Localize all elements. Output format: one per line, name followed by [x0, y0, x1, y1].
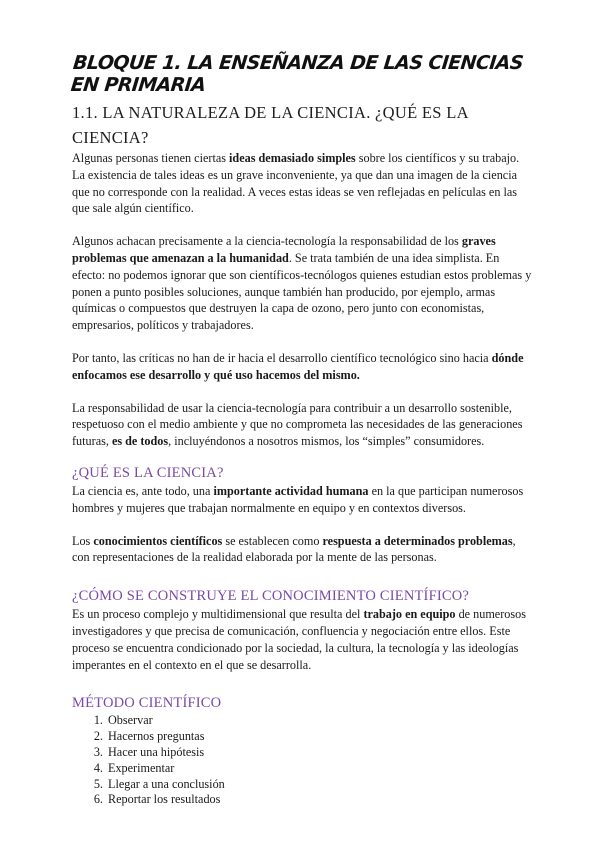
- list-item: 1. Observar: [106, 713, 534, 729]
- paragraph-2: Algunos achacan precisamente a la ciencia-tecnología la responsabilidad de los graves problemas que amenazan a la humanidad. Se trata también de una idea simplista. En efecto: no podemos ignorar que son científicos-tecnólogos quienes estudian estos problemas y ponen a punto posibles soluciones, aunque también han producido, por ejemplo, armas químicas o compuestos que destruyen la capa de ozono, pero junto con economistas, empresarios, políticos y trabajadores.: [72, 234, 532, 333]
- paragraph-7: Es un proceso complejo y multidimensional que resulta del trabajo en equipo de numerosos investigadores y que precisa de comunicación, confluencia y negociación entre ellos. Este proceso se encuentra condicionado por la sociedad, la cultura, la tecnología y las ideologías imperantes en el contexto en el que se desarrolla.: [72, 607, 526, 672]
- list-item: 3. Hacer una hipótesis: [106, 745, 534, 761]
- subheading-como-se-construye: ¿CÓMO SE CONSTRUYE EL CONOCIMIENTO CIENTÍFICO?: [72, 588, 470, 605]
- list-item: 4. Experimentar: [106, 761, 534, 777]
- list-item: 5. Llegar a una conclusión: [106, 777, 534, 793]
- paragraph-6: Los conocimientos científicos se establecen como respuesta a determinados problemas, con representaciones de la realidad elaborada por la mente de las personas.: [72, 533, 516, 565]
- paragraph-3: Por tanto, las críticas no han de ir hacia el desarrollo científico tecnológico sino hacia dónde enfocamos ese desarrollo y qué uso hacemos del mismo.: [72, 350, 524, 382]
- method-steps-list: [72, 713, 534, 808]
- list-item: 6. Reportar los resultados: [106, 792, 534, 808]
- section-title: 1.1. LA NATURALEZA DE LA CIENCIA. ¿QUÉ ES LA CIENCIA?: [72, 103, 468, 147]
- subheading-que-es-la-ciencia: ¿QUÉ ES LA CIENCIA?: [72, 464, 224, 481]
- paragraph-5: La ciencia es, ante todo, una importante actividad humana en la que participan numerosos hombres y mujeres que trabajan normalmente en equipo y en contextos diversos.: [72, 483, 524, 515]
- paragraph-4: La responsabilidad de usar la ciencia-tecnología para contribuir a un desarrollo sostenible, respetuoso con el medio ambiente y que no comprometa las necesidades de las generaciones futuras, es de todos, incluyéndonos a nosotros mismos, los “simples” consumidores.: [72, 400, 523, 449]
- paragraph-1: Algunas personas tienen ciertas ideas demasiado simples sobre los científicos y su trabajo. La existencia de tales ideas es un grave inconveniente, ya que dan una imagen de la ciencia que no corresponde con la realidad. A veces estas ideas se ven reflejadas en películas en las que sale algún científico.: [72, 151, 520, 216]
- document-page: [69, 52, 534, 808]
- list-item: 2. Hacernos preguntas: [106, 729, 534, 745]
- subheading-metodo-cientifico: MÉTODO CIENTÍFICO: [72, 695, 222, 712]
- document-title: [70, 52, 537, 96]
- title-line-2: EN PRIMARIA: [69, 74, 207, 96]
- title-line-1: BLOQUE 1. LA ENSEÑANZA DE LAS CIENCIAS: [72, 52, 525, 74]
